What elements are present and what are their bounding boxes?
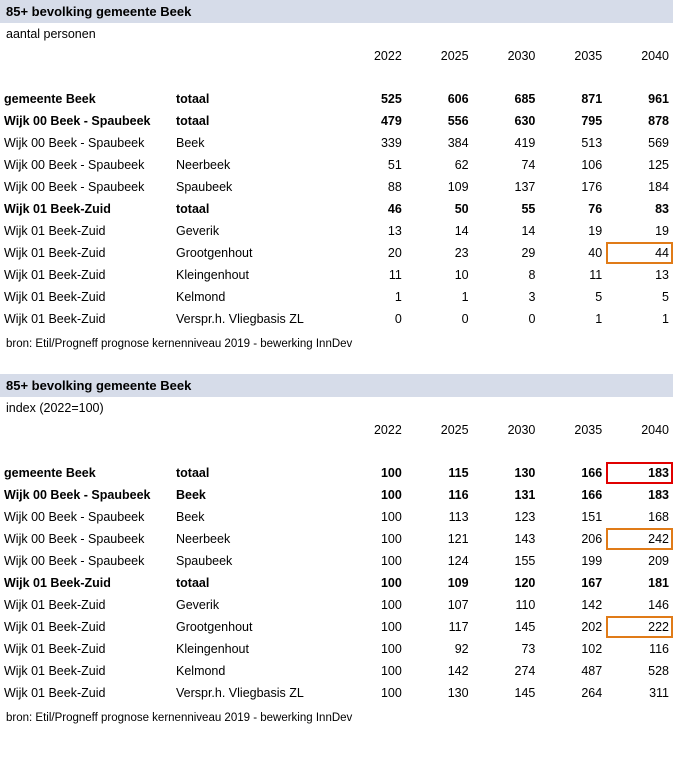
cell-area: Kleingenhout bbox=[176, 642, 249, 656]
cell-region: Wijk 00 Beek - Spaubeek bbox=[4, 158, 145, 172]
spacer-row bbox=[0, 442, 673, 462]
cell-value: 181 bbox=[648, 576, 669, 590]
cell-area: Kleingenhout bbox=[176, 268, 249, 282]
cell-value: 961 bbox=[648, 92, 669, 106]
table-row bbox=[0, 682, 673, 704]
table-row bbox=[0, 176, 673, 198]
table-row bbox=[0, 506, 673, 528]
cell-value: 146 bbox=[648, 598, 669, 612]
cell-region: Wijk 01 Beek-Zuid bbox=[4, 598, 106, 612]
cell-value-highlighted: 242 bbox=[606, 528, 673, 550]
cell-area: Verspr.h. Vliegbasis ZL bbox=[176, 686, 304, 700]
cell-value: 20 bbox=[387, 246, 402, 260]
table-block bbox=[0, 374, 687, 724]
cell-value: 106 bbox=[581, 158, 603, 172]
cell-value: 88 bbox=[387, 180, 402, 194]
cell-value: 76 bbox=[588, 202, 603, 216]
cell-value: 131 bbox=[514, 488, 536, 502]
cell-value: 569 bbox=[648, 136, 669, 150]
cell-value: 176 bbox=[581, 180, 603, 194]
cell-value: 142 bbox=[447, 664, 469, 678]
cell-value: 5 bbox=[662, 290, 669, 304]
table-row bbox=[0, 264, 673, 286]
table-row bbox=[0, 484, 673, 506]
cell-value: 100 bbox=[380, 620, 402, 634]
cell-value: 202 bbox=[581, 620, 603, 634]
cell-area: Spaubeek bbox=[176, 554, 233, 568]
cell-value: 115 bbox=[448, 466, 469, 480]
cell-value: 528 bbox=[648, 664, 669, 678]
cell-value: 11 bbox=[388, 268, 402, 282]
cell-value: 100 bbox=[380, 686, 402, 700]
cell-region: Wijk 00 Beek - Spaubeek bbox=[4, 510, 145, 524]
block-gap bbox=[0, 350, 687, 374]
cell-value: 419 bbox=[514, 136, 536, 150]
spacer-cell bbox=[0, 68, 673, 88]
cell-area: totaal bbox=[176, 202, 210, 216]
cell-value-highlighted: 183 bbox=[606, 462, 673, 484]
cell-region: Wijk 01 Beek-Zuid bbox=[4, 290, 106, 304]
cell-value: 100 bbox=[380, 488, 402, 502]
cell-region: Wijk 01 Beek-Zuid bbox=[4, 202, 111, 216]
table-row bbox=[0, 616, 673, 638]
cell-value: 525 bbox=[380, 92, 402, 106]
cell-value: 145 bbox=[514, 686, 536, 700]
cell-region: gemeente Beek bbox=[4, 92, 96, 106]
cell-region: Wijk 01 Beek-Zuid bbox=[4, 576, 111, 590]
cell-value: 100 bbox=[380, 510, 402, 524]
column-header-region bbox=[0, 45, 172, 68]
cell-value-highlighted: 222 bbox=[606, 616, 673, 638]
column-header-year: 2025 bbox=[440, 423, 469, 437]
cell-value: 685 bbox=[514, 92, 536, 106]
cell-area: Neerbeek bbox=[176, 158, 231, 172]
cell-value: 479 bbox=[380, 114, 402, 128]
data-table bbox=[0, 419, 673, 704]
cell-value: 83 bbox=[655, 202, 669, 216]
cell-value: 606 bbox=[447, 92, 469, 106]
cell-region: Wijk 00 Beek - Spaubeek bbox=[4, 136, 145, 150]
cell-area: Beek bbox=[176, 136, 205, 150]
cell-value: 51 bbox=[387, 158, 402, 172]
column-header-area bbox=[172, 45, 339, 68]
table-row bbox=[0, 286, 673, 308]
column-header-year: 2022 bbox=[373, 423, 402, 437]
table-row bbox=[0, 660, 673, 682]
cell-value: 166 bbox=[581, 466, 603, 480]
cell-region: Wijk 01 Beek-Zuid bbox=[4, 312, 106, 326]
column-header-region bbox=[0, 419, 172, 442]
table-header-row bbox=[0, 419, 673, 442]
cell-value: 1 bbox=[662, 312, 669, 326]
cell-value: 167 bbox=[581, 576, 603, 590]
cell-region: Wijk 00 Beek - Spaubeek bbox=[4, 180, 145, 194]
table-row bbox=[0, 308, 673, 330]
cell-value: 116 bbox=[448, 488, 469, 502]
cell-area: Geverik bbox=[176, 598, 220, 612]
cell-value: 107 bbox=[447, 598, 469, 612]
column-header-year: 2040 bbox=[641, 423, 669, 437]
table-block bbox=[0, 0, 687, 350]
cell-area: totaal bbox=[176, 114, 210, 128]
cell-region: Wijk 00 Beek - Spaubeek bbox=[4, 554, 145, 568]
cell-value: 166 bbox=[581, 488, 603, 502]
cell-value: 100 bbox=[380, 642, 402, 656]
cell-value: 795 bbox=[581, 114, 603, 128]
cell-value: 116 bbox=[649, 642, 669, 656]
cell-value-highlighted: 44 bbox=[606, 242, 673, 264]
cell-value: 0 bbox=[461, 312, 469, 326]
cell-value: 50 bbox=[454, 202, 469, 216]
cell-value: 121 bbox=[447, 532, 469, 546]
cell-value: 46 bbox=[387, 202, 402, 216]
cell-region: gemeente Beek bbox=[4, 466, 96, 480]
cell-value: 199 bbox=[581, 554, 603, 568]
cell-value: 23 bbox=[454, 246, 469, 260]
cell-value: 10 bbox=[454, 268, 469, 282]
cell-region: Wijk 01 Beek-Zuid bbox=[4, 224, 106, 238]
cell-value: 113 bbox=[448, 510, 469, 524]
cell-value: 384 bbox=[447, 136, 469, 150]
block-subtitle: aantal personen bbox=[6, 27, 96, 41]
table-row bbox=[0, 528, 673, 550]
cell-value: 264 bbox=[581, 686, 603, 700]
table-row bbox=[0, 462, 673, 484]
cell-area: totaal bbox=[176, 466, 210, 480]
cell-value: 184 bbox=[648, 180, 669, 194]
table-row bbox=[0, 550, 673, 572]
table-row bbox=[0, 572, 673, 594]
cell-value: 311 bbox=[649, 686, 669, 700]
cell-value: 13 bbox=[387, 224, 402, 238]
cell-value: 100 bbox=[380, 576, 402, 590]
cell-region: Wijk 01 Beek-Zuid bbox=[4, 642, 106, 656]
cell-value: 100 bbox=[380, 664, 402, 678]
cell-value: 19 bbox=[588, 224, 603, 238]
cell-value: 102 bbox=[581, 642, 603, 656]
column-header-area bbox=[172, 419, 339, 442]
table-row bbox=[0, 638, 673, 660]
column-header-year: 2025 bbox=[440, 49, 469, 63]
table-row bbox=[0, 594, 673, 616]
cell-region: Wijk 01 Beek-Zuid bbox=[4, 268, 106, 282]
table-row bbox=[0, 198, 673, 220]
cell-area: Neerbeek bbox=[176, 532, 231, 546]
cell-value: 151 bbox=[581, 510, 603, 524]
column-header-year: 2035 bbox=[574, 423, 603, 437]
cell-value: 339 bbox=[380, 136, 402, 150]
cell-value: 14 bbox=[521, 224, 536, 238]
block-subtitle: index (2022=100) bbox=[6, 401, 104, 415]
cell-region: Wijk 01 Beek-Zuid bbox=[4, 686, 106, 700]
cell-area: Verspr.h. Vliegbasis ZL bbox=[176, 312, 304, 326]
cell-value: 13 bbox=[655, 268, 669, 282]
cell-region: Wijk 00 Beek - Spaubeek bbox=[4, 114, 151, 128]
cell-value: 100 bbox=[380, 554, 402, 568]
cell-value: 109 bbox=[447, 180, 469, 194]
spacer-row bbox=[0, 68, 673, 88]
cell-value: 8 bbox=[528, 268, 536, 282]
cell-value: 11 bbox=[589, 268, 603, 282]
cell-value: 124 bbox=[447, 554, 469, 568]
cell-value: 206 bbox=[581, 532, 603, 546]
cell-value: 19 bbox=[655, 224, 669, 238]
table-row bbox=[0, 132, 673, 154]
cell-area: Beek bbox=[176, 510, 205, 524]
cell-value: 109 bbox=[447, 576, 469, 590]
cell-value: 130 bbox=[447, 686, 469, 700]
cell-value: 630 bbox=[514, 114, 536, 128]
cell-value: 92 bbox=[454, 642, 469, 656]
cell-value: 73 bbox=[521, 642, 536, 656]
block-title: 85+ bevolking gemeente Beek bbox=[0, 0, 673, 23]
column-header-year: 2030 bbox=[507, 49, 536, 63]
cell-value: 871 bbox=[581, 92, 603, 106]
cell-value: 155 bbox=[514, 554, 536, 568]
data-table bbox=[0, 45, 673, 330]
cell-area: Spaubeek bbox=[176, 180, 233, 194]
cell-value: 1 bbox=[394, 290, 402, 304]
cell-area: Beek bbox=[176, 488, 206, 502]
cell-value: 55 bbox=[521, 202, 536, 216]
cell-value: 209 bbox=[648, 554, 669, 568]
cell-value: 29 bbox=[521, 246, 536, 260]
cell-area: totaal bbox=[176, 92, 210, 106]
cell-value: 62 bbox=[454, 158, 469, 172]
table-row bbox=[0, 242, 673, 264]
spacer-cell bbox=[0, 442, 673, 462]
cell-value: 143 bbox=[514, 532, 536, 546]
cell-region: Wijk 01 Beek-Zuid bbox=[4, 620, 106, 634]
cell-area: totaal bbox=[176, 576, 210, 590]
table-row bbox=[0, 220, 673, 242]
column-header-year: 2035 bbox=[574, 49, 603, 63]
cell-value: 130 bbox=[514, 466, 536, 480]
column-header-year: 2022 bbox=[373, 49, 402, 63]
cell-region: Wijk 00 Beek - Spaubeek bbox=[4, 532, 145, 546]
cell-value: 0 bbox=[528, 312, 536, 326]
table-header-row bbox=[0, 45, 673, 68]
cell-value: 878 bbox=[648, 114, 669, 128]
cell-value: 145 bbox=[514, 620, 536, 634]
cell-value: 137 bbox=[514, 180, 536, 194]
table-row bbox=[0, 154, 673, 176]
cell-value: 5 bbox=[595, 290, 603, 304]
cell-value: 274 bbox=[514, 664, 536, 678]
cell-value: 1 bbox=[461, 290, 469, 304]
cell-region: Wijk 00 Beek - Spaubeek bbox=[4, 488, 151, 502]
source-note: bron: Etil/Progneff prognose kernenniveau 2019 - bewerking InnDev bbox=[6, 712, 353, 724]
cell-value: 100 bbox=[380, 598, 402, 612]
cell-value: 125 bbox=[648, 158, 669, 172]
cell-region: Wijk 01 Beek-Zuid bbox=[4, 246, 106, 260]
cell-value: 142 bbox=[581, 598, 603, 612]
table-row bbox=[0, 88, 673, 110]
cell-value: 117 bbox=[448, 620, 469, 634]
cell-region: Wijk 01 Beek-Zuid bbox=[4, 664, 106, 678]
cell-value: 100 bbox=[380, 466, 402, 480]
source-note: bron: Etil/Progneff prognose kernenniveau 2019 - bewerking InnDev bbox=[6, 338, 353, 350]
cell-value: 110 bbox=[515, 598, 536, 612]
cell-value: 74 bbox=[521, 158, 536, 172]
cell-value: 14 bbox=[454, 224, 469, 238]
cell-value: 40 bbox=[588, 246, 603, 260]
cell-value: 3 bbox=[528, 290, 536, 304]
cell-area: Kelmond bbox=[176, 664, 226, 678]
cell-value: 120 bbox=[514, 576, 536, 590]
cell-value: 556 bbox=[447, 114, 469, 128]
cell-value: 100 bbox=[380, 532, 402, 546]
cell-area: Kelmond bbox=[176, 290, 226, 304]
cell-area: Grootgenhout bbox=[176, 246, 253, 260]
column-header-year: 2030 bbox=[507, 423, 536, 437]
block-title: 85+ bevolking gemeente Beek bbox=[0, 374, 673, 397]
cell-value: 168 bbox=[648, 510, 669, 524]
table-row bbox=[0, 110, 673, 132]
cell-value: 487 bbox=[581, 664, 603, 678]
column-header-year: 2040 bbox=[641, 49, 669, 63]
cell-value: 183 bbox=[648, 488, 669, 502]
cell-value: 123 bbox=[514, 510, 536, 524]
cell-area: Grootgenhout bbox=[176, 620, 253, 634]
cell-value: 1 bbox=[595, 312, 603, 326]
cell-value: 0 bbox=[394, 312, 402, 326]
cell-value: 513 bbox=[581, 136, 603, 150]
cell-area: Geverik bbox=[176, 224, 220, 238]
